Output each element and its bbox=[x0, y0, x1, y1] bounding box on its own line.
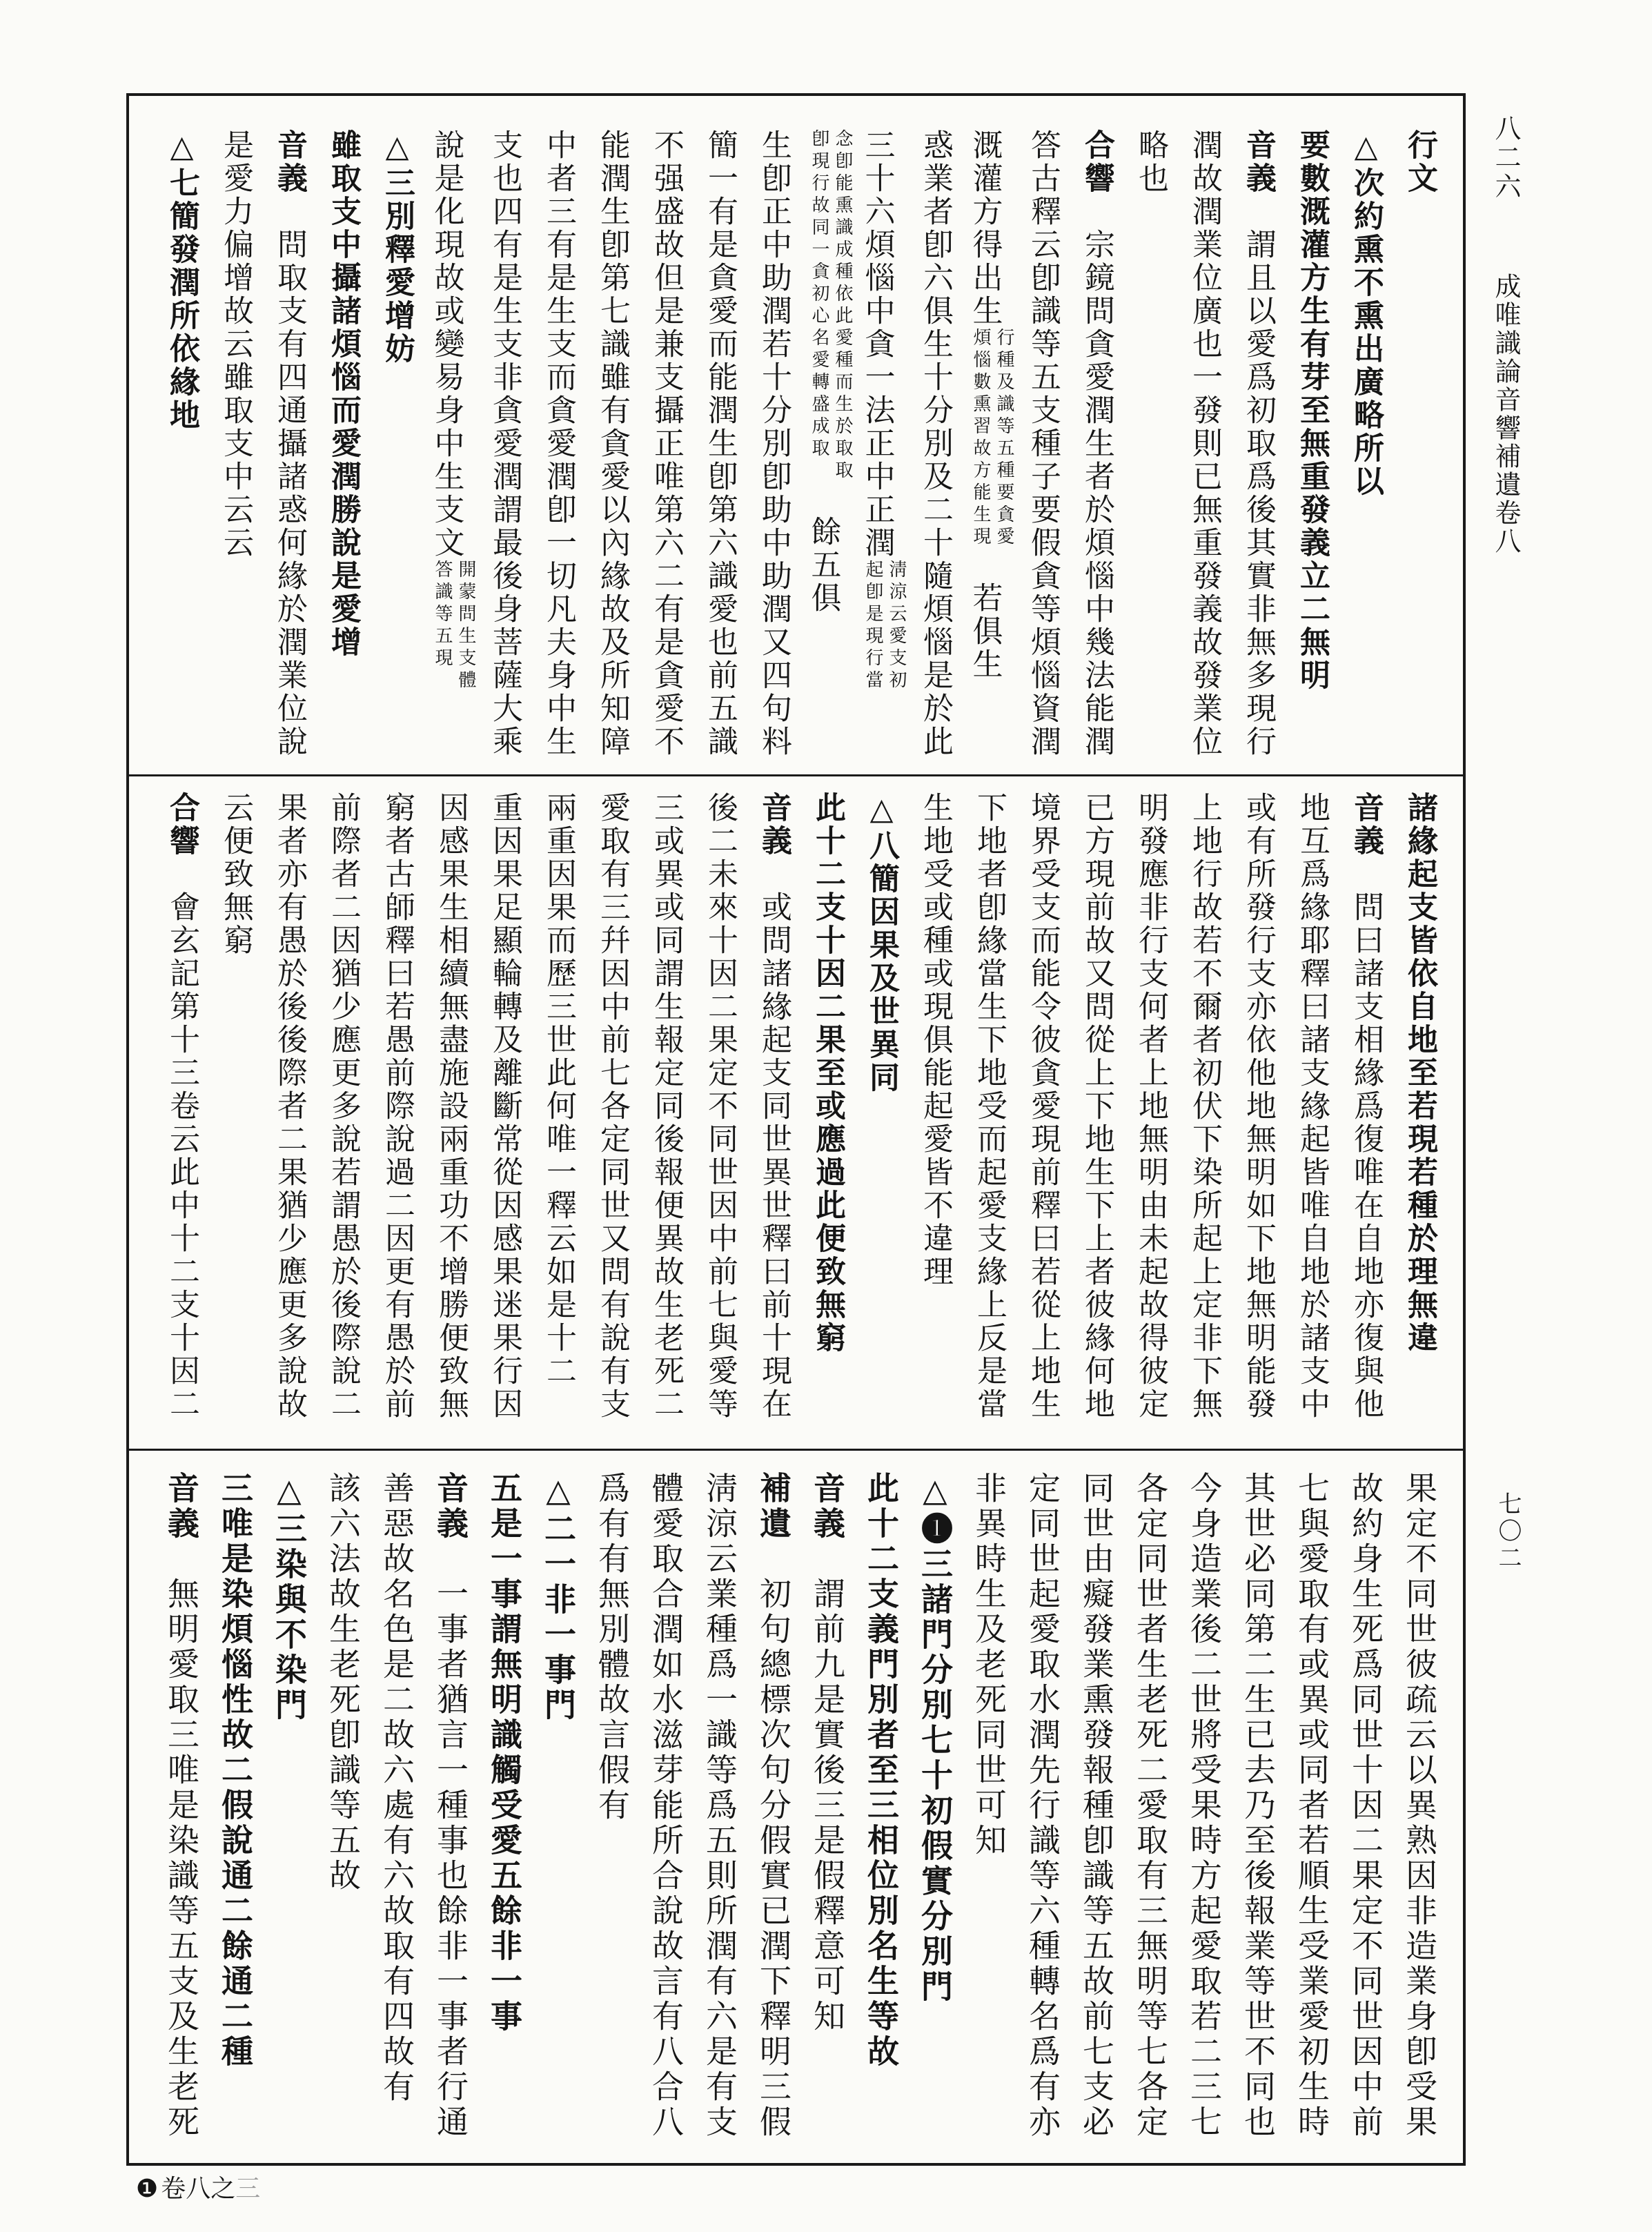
emphasized-text: 五是一事謂無明識觸受愛五餘非一事 bbox=[486, 1471, 523, 2035]
footnote-text: 卷八之 bbox=[161, 2175, 236, 2203]
emphasized-text: △❶三諸門分別七十初假實分別門 bbox=[916, 1471, 954, 2005]
text-column bbox=[1393, 129, 1446, 774]
text-column bbox=[1016, 1471, 1070, 2163]
text-column bbox=[747, 129, 800, 774]
body-text: 愛取有三幷因中前七各定同世又問有說有支 bbox=[595, 792, 630, 1421]
body-text: 一事者猶言一種事也餘非一事者行通 bbox=[432, 1542, 469, 2140]
body-text: 非異時生及老死同世可知 bbox=[970, 1471, 1007, 1859]
emphasized-text: 音義 bbox=[163, 1471, 200, 1542]
emphasized-text: 音義 bbox=[272, 129, 307, 195]
note-line: 行種及識等五種要貪愛 bbox=[994, 328, 1014, 549]
emphasized-text: 此十二支義門別者至三相位別名生等故 bbox=[863, 1471, 900, 2070]
body-text: 不强盛故但是兼支攝正唯第六二有是貪愛不 bbox=[649, 129, 684, 758]
text-column bbox=[316, 792, 370, 1449]
body-text: 三十六煩惱中貪一法正中正潤 bbox=[859, 129, 895, 560]
body-text: 生卽正中助潤若十分別卽助中助潤又四句料 bbox=[756, 129, 791, 758]
text-column bbox=[854, 792, 908, 1449]
body-text: 其世必同第二生已去乃至後報業等世不同也 bbox=[1239, 1471, 1277, 2140]
note-line: 煩惱數熏習故方能生現 bbox=[970, 328, 991, 549]
body-text: 問曰諸支相緣爲復唯在自地亦復與他 bbox=[1348, 858, 1384, 1421]
text-column bbox=[1070, 792, 1123, 1449]
text-column bbox=[1339, 1471, 1393, 2163]
body-text: 會玄記第十三卷云此中十二支十因二 bbox=[164, 858, 199, 1421]
body-text: 說是化現故或變易身中生支文 bbox=[429, 129, 464, 560]
interlinear-note bbox=[861, 560, 908, 692]
body-text: 重因果足顯輪轉及離斷常從因感果迷果行因 bbox=[487, 792, 522, 1421]
body-text: 宗鏡問貪愛潤生者於煩惱中幾法能潤 bbox=[1079, 195, 1114, 758]
body-text: 果定不同世彼疏云以異熟因非造業身卽受果 bbox=[1401, 1471, 1438, 2140]
footnote-text-faint: 三 bbox=[235, 2175, 261, 2203]
text-column bbox=[316, 1471, 370, 2163]
emphasized-text: △二一非一事門 bbox=[540, 1471, 577, 1723]
emphasized-text: 要數溉灌方生有芽至無重發義立二無明 bbox=[1295, 129, 1330, 692]
text-column bbox=[1339, 129, 1393, 774]
body-text: 若俱生 bbox=[967, 549, 1003, 681]
note-line: 卽現行故同一貪初心名愛轉盛成取 bbox=[809, 129, 829, 460]
text-column bbox=[1177, 129, 1231, 774]
body-text: 今身造業後二世將受果時方起愛取若二三七 bbox=[1186, 1471, 1223, 2140]
text-column bbox=[854, 1471, 908, 2163]
text-column bbox=[585, 1471, 639, 2163]
text-column bbox=[908, 792, 962, 1449]
emphasized-text: 三唯是染煩惱性故二假說通二餘通二種 bbox=[217, 1471, 254, 2070]
body-text: 餘五俱 bbox=[805, 482, 841, 615]
text-column bbox=[747, 1471, 800, 2163]
text-register-middle bbox=[129, 774, 1463, 1449]
text-column bbox=[531, 792, 585, 1449]
footnote-marker: ❶ bbox=[136, 2175, 159, 2203]
body-text: 七與愛取有或異或同者若順生受業愛初生時 bbox=[1293, 1471, 1330, 2140]
text-column bbox=[1393, 792, 1446, 1449]
text-column bbox=[585, 792, 639, 1449]
text-column bbox=[962, 792, 1016, 1449]
body-text: 爲有有無別體故言假有 bbox=[593, 1471, 631, 1823]
text-column bbox=[800, 1471, 854, 2163]
note-line: 起卽是現行當 bbox=[863, 560, 883, 692]
text-column bbox=[962, 129, 1016, 774]
text-column bbox=[424, 792, 478, 1449]
body-text: 惑業者卽六俱生十分別及二十隨煩惱是於此 bbox=[918, 129, 953, 758]
text-column bbox=[1016, 129, 1070, 774]
text-column bbox=[370, 792, 424, 1449]
body-text: 窮者古師釋曰若愚前際說過二因更有愚於前 bbox=[380, 792, 415, 1421]
text-column bbox=[208, 129, 262, 774]
body-text: 略也 bbox=[1133, 129, 1168, 195]
emphasized-text: △三染與不染門 bbox=[271, 1471, 308, 1723]
page-number: 七〇二 bbox=[1494, 1491, 1522, 1572]
text-column bbox=[1231, 792, 1285, 1449]
text-column bbox=[424, 129, 478, 774]
emphasized-text: 此十二支十因二果至或應過此便致無窮 bbox=[810, 792, 845, 1355]
body-text: 果者亦有愚於後後際者二果猶少應更多說故 bbox=[272, 792, 307, 1421]
text-column bbox=[1285, 1471, 1339, 2163]
text-column bbox=[155, 1471, 208, 2163]
text-column bbox=[1231, 1471, 1285, 2163]
body-text: 定同世起愛取水潤先行識等六種轉名爲有亦 bbox=[1024, 1471, 1061, 2140]
interlinear-note bbox=[969, 328, 1016, 549]
text-column bbox=[639, 792, 693, 1449]
body-text: 故約身生死爲同世十因二果定不同世因中前 bbox=[1347, 1471, 1384, 2140]
body-text: 該六法故生老死卽識等五故 bbox=[324, 1471, 362, 1894]
text-column bbox=[1123, 792, 1177, 1449]
emphasized-text: 合響 bbox=[164, 792, 199, 858]
body-text: 三或異或同謂生報定同後報便異故生老死二 bbox=[649, 792, 684, 1421]
body-text: 下地者卽緣當生下地受而起愛支緣上反是當 bbox=[972, 792, 1007, 1421]
text-column bbox=[155, 792, 208, 1449]
text-column bbox=[1177, 1471, 1231, 2163]
text-register-top bbox=[129, 96, 1463, 774]
emphasized-text: 音義 bbox=[809, 1471, 846, 1542]
body-text: 後二未來十因二果定不同世因中前七與愛等 bbox=[702, 792, 738, 1421]
emphasized-text: 音義 bbox=[1241, 129, 1276, 195]
interlinear-note bbox=[431, 560, 478, 692]
body-text: 上地行故若不爾者初伏下染所起上定非下無 bbox=[1187, 792, 1222, 1421]
running-title: 成唯識論音響補遺卷八 bbox=[1491, 273, 1521, 556]
text-column bbox=[1285, 792, 1339, 1449]
text-column bbox=[585, 129, 639, 774]
body-text: 潤故潤業位廣也一發則已無重發義故發業位 bbox=[1187, 129, 1222, 758]
body-text: 前際者二因猶少應更多說若謂愚於後際說二 bbox=[326, 792, 361, 1421]
text-column bbox=[262, 129, 316, 774]
text-column bbox=[370, 1471, 424, 2163]
text-column bbox=[1231, 129, 1285, 774]
text-column bbox=[1177, 792, 1231, 1449]
text-column bbox=[1393, 1471, 1446, 2163]
text-column bbox=[747, 792, 800, 1449]
body-text: 云便致無窮 bbox=[218, 792, 253, 957]
emphasized-text: △八簡因果及世異同 bbox=[864, 792, 899, 1095]
emphasized-text: 合響 bbox=[1079, 129, 1114, 195]
body-text: 已方現前故又問從上下地生下上者彼緣何地 bbox=[1079, 792, 1114, 1421]
emphasized-text: 補遺 bbox=[755, 1471, 792, 1542]
text-column bbox=[316, 129, 370, 774]
text-column bbox=[854, 129, 908, 774]
body-text: 謂且以愛爲初取爲後其實非無多現行 bbox=[1241, 195, 1276, 758]
note-line: 開蒙問生支體 bbox=[455, 560, 476, 692]
folio-number: 八二六 bbox=[1491, 115, 1521, 202]
body-text: 因感果生相續無盡施設兩重功不增勝便致無 bbox=[433, 792, 469, 1421]
body-text: 初句總標次句分假實已潤下釋明三假 bbox=[755, 1542, 792, 2140]
text-column bbox=[262, 1471, 316, 2163]
text-column bbox=[208, 792, 262, 1449]
body-text: 問取支有四通攝諸惑何緣於潤業位說 bbox=[272, 195, 307, 758]
body-text: 明發應非行支何者上地無明由未起故得彼定 bbox=[1133, 792, 1168, 1421]
text-column bbox=[800, 792, 854, 1449]
emphasized-text: 音義 bbox=[1348, 792, 1384, 858]
body-text: 或有所發行支亦依他地無明如下地無明能發 bbox=[1241, 792, 1276, 1421]
body-text: 善惡故名色是二故六處有六故取有四故有 bbox=[378, 1471, 415, 2105]
text-column bbox=[478, 129, 531, 774]
emphasized-text: 行文 bbox=[1402, 129, 1437, 195]
text-column bbox=[693, 129, 747, 774]
body-text: 體愛取合潤如水滋芽能所合說故言有八合八 bbox=[647, 1471, 685, 2140]
body-text: 各定同世者生老死二愛取有三無明等七各定 bbox=[1132, 1471, 1169, 2140]
text-column bbox=[693, 792, 747, 1449]
text-column bbox=[1339, 792, 1393, 1449]
emphasized-text: △七簡發潤所依緣地 bbox=[164, 129, 199, 432]
text-column bbox=[478, 1471, 531, 2163]
emphasized-text: △次約熏不熏出廣略所以 bbox=[1348, 129, 1384, 498]
emphasized-text: 諸緣起支皆依自地至若現若種於理無違 bbox=[1402, 792, 1437, 1355]
interlinear-note bbox=[807, 129, 854, 482]
body-text: 地互爲緣耶釋曰諸支緣起皆唯自地於諸支中 bbox=[1295, 792, 1330, 1421]
emphasized-text: 雖取支中攝諸煩惱而愛潤勝說是愛增 bbox=[326, 129, 361, 659]
emphasized-text: 音義 bbox=[756, 792, 791, 858]
body-text: 無明愛取三唯是染識等五支及生老死 bbox=[163, 1542, 200, 2140]
body-text: 謂前九是實後三是假釋意可知 bbox=[809, 1542, 846, 2035]
body-text: 境界受支而能令彼貪愛現前釋曰若從上地生 bbox=[1025, 792, 1061, 1421]
text-column bbox=[531, 129, 585, 774]
footnote-reference bbox=[136, 2174, 260, 2204]
text-column bbox=[370, 129, 424, 774]
emphasized-text: △三別釋愛增妨 bbox=[380, 129, 415, 366]
text-column bbox=[639, 1471, 693, 2163]
text-column bbox=[1070, 129, 1123, 774]
text-column bbox=[155, 129, 208, 774]
text-column bbox=[531, 1471, 585, 2163]
text-column bbox=[693, 1471, 747, 2163]
text-column bbox=[1016, 792, 1070, 1449]
text-column bbox=[639, 129, 693, 774]
text-register-bottom bbox=[129, 1449, 1463, 2163]
text-column bbox=[1123, 1471, 1177, 2163]
note-line: 答識等五現 bbox=[432, 560, 453, 670]
text-column bbox=[962, 1471, 1016, 2163]
text-column bbox=[1285, 129, 1339, 774]
body-text: 是愛力偏增故云雖取支中云云 bbox=[218, 129, 253, 560]
body-text: 能潤生卽第七識雖有貪愛以內緣故及所知障 bbox=[595, 129, 630, 758]
text-column bbox=[262, 792, 316, 1449]
body-text: 兩重因果而歷三世此何唯一釋云如是十二 bbox=[541, 792, 576, 1388]
emphasized-text: 音義 bbox=[432, 1471, 469, 1542]
note-line: 淸涼云愛支初 bbox=[886, 560, 907, 692]
body-text: 淸涼云業種爲一識等爲五則所潤有六是有支 bbox=[701, 1471, 738, 2140]
page-frame bbox=[126, 93, 1466, 2166]
text-column bbox=[800, 129, 854, 774]
body-text: 溉灌方得出生 bbox=[967, 129, 1003, 328]
text-column bbox=[1123, 129, 1177, 774]
body-text: 或問諸緣起支同世異世釋曰前十現在 bbox=[756, 858, 791, 1421]
text-column bbox=[208, 1471, 262, 2163]
text-column bbox=[908, 129, 962, 774]
body-text: 支也四有是生支非貪愛潤謂最後身菩薩大乘 bbox=[487, 129, 522, 758]
body-text: 答古釋云卽識等五支種子要假貪等煩惱資潤 bbox=[1025, 129, 1061, 758]
body-text: 生地受或種或現俱能起愛皆不違理 bbox=[918, 792, 953, 1289]
text-column bbox=[908, 1471, 962, 2163]
body-text: 簡一有是貪愛而能潤生卽第六識愛也前五識 bbox=[702, 129, 738, 758]
text-column bbox=[1070, 1471, 1123, 2163]
text-column bbox=[424, 1471, 478, 2163]
text-column bbox=[478, 792, 531, 1449]
body-text: 同世由癡發業熏發報種卽識等五故前七支必 bbox=[1078, 1471, 1115, 2140]
note-line: 念卽能熏識成種依此愛種而生於取取 bbox=[832, 129, 853, 482]
body-text: 中者三有是生支而貪愛潤卽一切凡夫身中生 bbox=[541, 129, 576, 758]
